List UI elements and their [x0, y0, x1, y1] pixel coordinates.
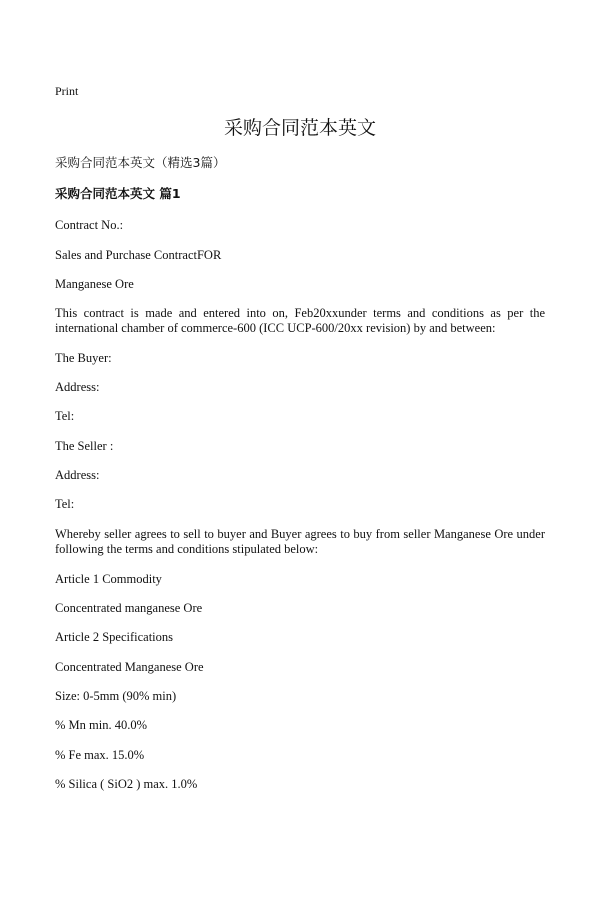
article1-text: Concentrated manganese Ore	[55, 601, 203, 615]
article1-title: Article 1 Commodity	[55, 572, 162, 586]
spec-mn: % Mn min. 40.0%	[55, 718, 148, 732]
article2-text: Concentrated Manganese Ore	[55, 660, 204, 674]
document-subtitle: 采购合同范本英文（精选3篇）	[55, 155, 226, 170]
spec-fe: % Fe max. 15.0%	[55, 748, 145, 762]
buyer-label: The Buyer:	[55, 351, 112, 365]
article2-title: Article 2 Specifications	[55, 630, 174, 644]
spec-silica: % Silica ( SiO2 ) max. 1.0%	[55, 777, 198, 791]
buyer-address-label: Address:	[55, 380, 100, 394]
contract-type-line: Sales and Purchase ContractFOR	[55, 248, 222, 262]
spec-size: Size: 0-5mm (90% min)	[55, 689, 177, 703]
intro-paragraph: This contract is made and entered into on, Feb20xxunder terms and conditions as per the international chamber of commerce-600 (ICC UCP-600/20xx revision) by and between:	[55, 306, 545, 335]
document-title: 采购合同范本英文	[223, 117, 376, 139]
seller-label: The Seller :	[55, 439, 114, 453]
commodity-name-line: Manganese Ore	[55, 277, 134, 291]
buyer-tel-label: Tel:	[55, 409, 75, 423]
seller-address-label: Address:	[55, 468, 100, 482]
section-heading: 采购合同范本英文 篇1	[55, 186, 181, 201]
contract-no-label: Contract No.:	[55, 218, 124, 232]
seller-tel-label: Tel:	[55, 497, 75, 511]
print-link[interactable]: Print	[55, 84, 79, 98]
agreement-paragraph: Whereby seller agrees to sell to buyer and Buyer agrees to buy from seller Manganese Ore under following the terms and conditions stipulated below:	[55, 527, 545, 556]
